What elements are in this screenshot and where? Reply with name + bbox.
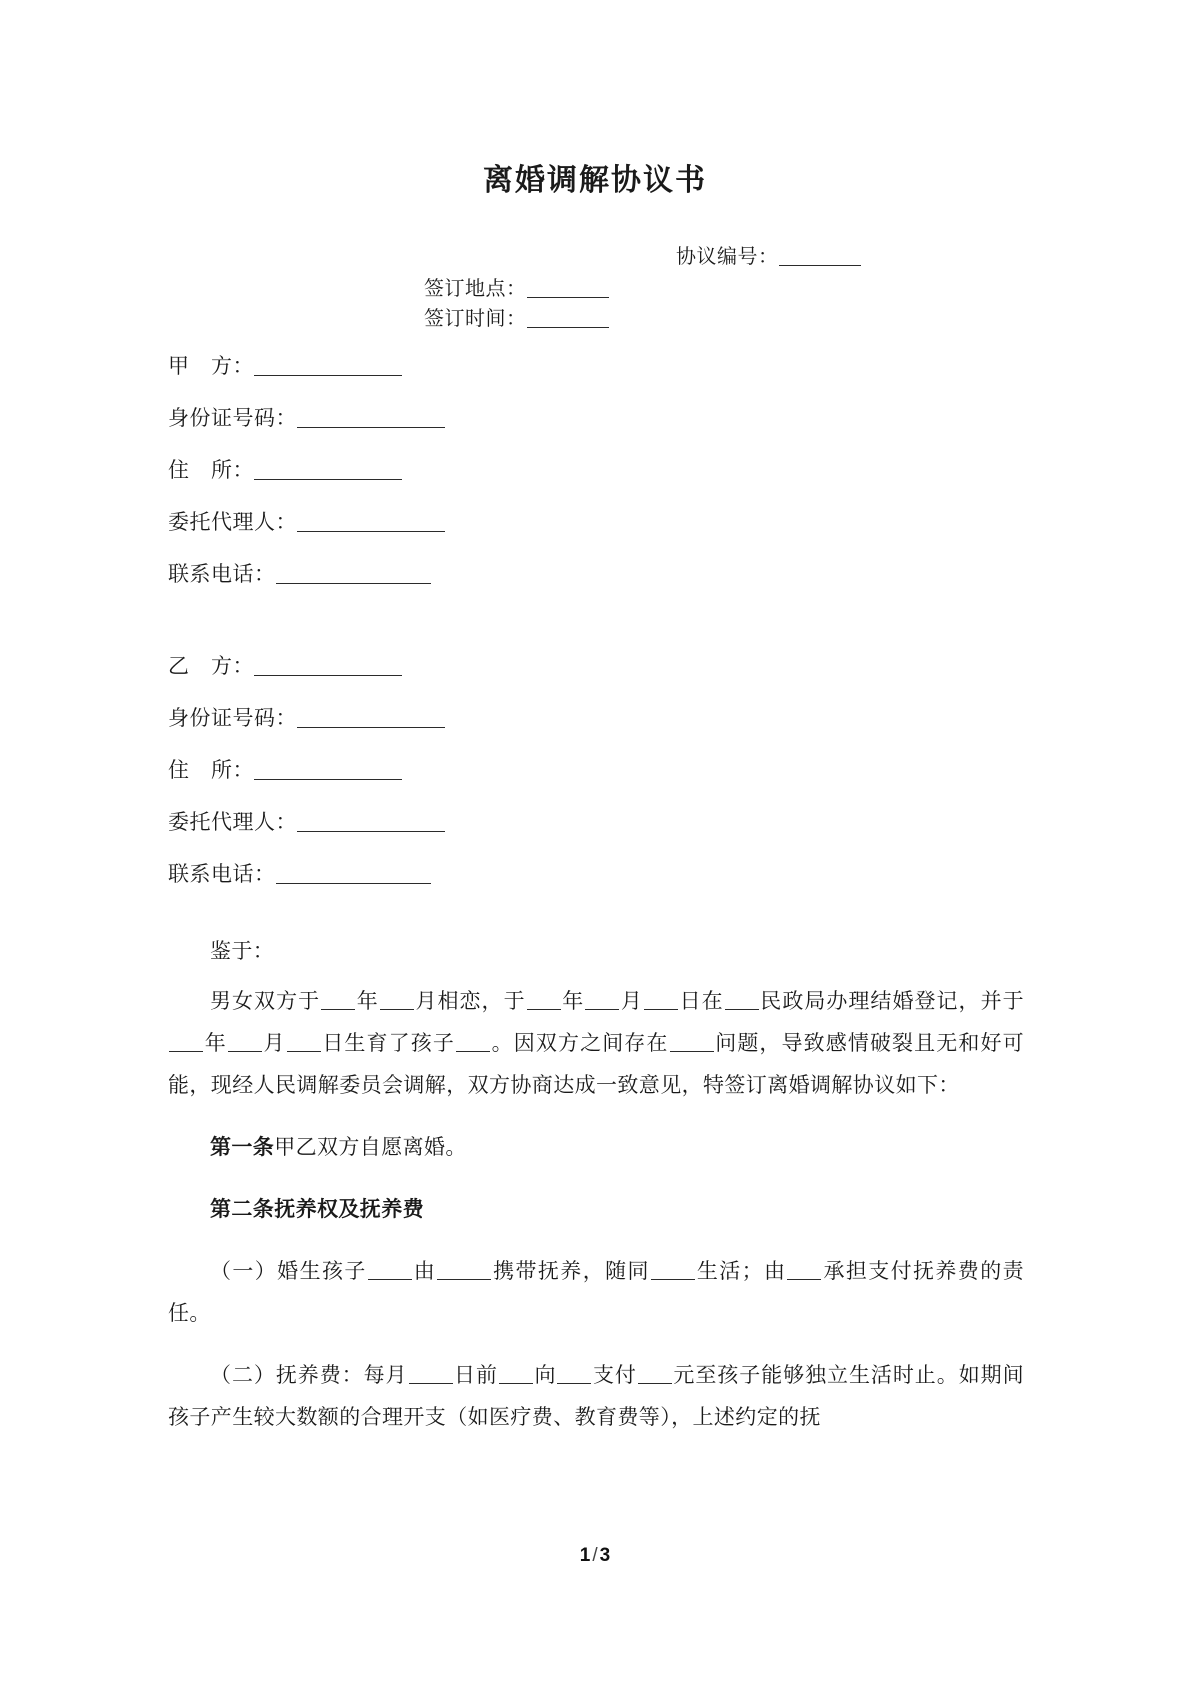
recital-seg-12: 问题，导致感情破裂且无和好可能，现经人民调解委员会调解，双方协商达成一致意见，特签订离婚调解协议如下：	[168, 1031, 1024, 1097]
agreement-number-blank[interactable]	[779, 265, 861, 266]
recital-seg-10: 日生育了孩子	[321, 1031, 455, 1055]
party-a-address-blank[interactable]	[254, 479, 402, 480]
page-number-footer	[0, 1545, 1190, 1567]
party-b-agent-blank[interactable]	[297, 831, 445, 832]
recital-seg-6: 日在	[678, 989, 724, 1013]
party-a-address-row	[168, 444, 445, 496]
party-b-id-blank[interactable]	[297, 727, 445, 728]
recital-blank-bureau[interactable]	[725, 1009, 759, 1010]
recital-blank-day1[interactable]	[644, 1009, 678, 1010]
sign-place-label: 签订地点：	[424, 276, 527, 300]
recital-paragraph	[168, 980, 1024, 1106]
party-b-agent-label: 委托代理人：	[168, 810, 297, 834]
sign-time-blank[interactable]	[527, 327, 609, 328]
clause-1	[168, 1126, 1024, 1168]
item1-seg-5: 承担支付抚养费的责任。	[168, 1259, 1024, 1325]
party-a-phone-row	[168, 548, 445, 600]
party-a-agent-row	[168, 496, 445, 548]
document-body	[168, 930, 1024, 1438]
page-title: 离婚调解协议书	[483, 163, 707, 198]
item2-seg-4: 支付	[592, 1363, 637, 1387]
party-b-name-label: 乙 方：	[168, 654, 254, 678]
item2-blank-payee[interactable]	[557, 1383, 591, 1384]
recital-seg-5: 月	[620, 989, 643, 1013]
item1-seg-3: 携带抚养，随同	[492, 1259, 650, 1283]
party-b-agent-row	[168, 796, 445, 848]
recital-blank-child[interactable]	[456, 1051, 490, 1052]
party-b-phone-row	[168, 848, 445, 900]
party-b-address-row	[168, 744, 445, 796]
party-a-agent-blank[interactable]	[297, 531, 445, 532]
item1-blank-liveswith[interactable]	[651, 1279, 695, 1280]
item1-seg-2: 由	[412, 1259, 437, 1283]
item2-seg-2: 日前	[453, 1363, 498, 1387]
recital-blank-month1[interactable]	[380, 1009, 414, 1010]
party-a-id-row	[168, 392, 445, 444]
recital-seg-11: 。因双方之间存在	[490, 1031, 669, 1055]
item1-blank-child[interactable]	[368, 1279, 412, 1280]
recital-blank-month2[interactable]	[585, 1009, 619, 1010]
recital-blank-year1[interactable]	[321, 1009, 355, 1010]
item2-seg-3: 向	[533, 1363, 557, 1387]
party-a-address-label: 住 所：	[168, 458, 254, 482]
recital-seg-3: 月相恋，于	[414, 989, 526, 1013]
party-a-name-row	[168, 340, 445, 392]
party-a-id-blank[interactable]	[297, 427, 445, 428]
recital-blank-issue[interactable]	[670, 1051, 714, 1052]
sign-place-field	[424, 272, 609, 301]
item1-seg-4: 生活；由	[695, 1259, 787, 1283]
party-a-id-label: 身份证号码：	[168, 406, 297, 430]
recital-seg-2: 年	[356, 989, 379, 1013]
item1-blank-payer[interactable]	[787, 1279, 821, 1280]
recital-blank-month3[interactable]	[228, 1051, 262, 1052]
party-b-address-blank[interactable]	[254, 779, 402, 780]
recital-seg-4: 年	[561, 989, 585, 1013]
party-b-name-blank[interactable]	[254, 675, 402, 676]
current-page-number: 1	[579, 1545, 591, 1566]
sign-time-label: 签订时间：	[424, 306, 527, 330]
clause-2-heading	[168, 1188, 1024, 1230]
item2-blank-payer[interactable]	[499, 1383, 533, 1384]
party-a-name-label: 甲 方：	[168, 354, 254, 378]
clause-2-item-2	[168, 1354, 1024, 1438]
party-b-id-label: 身份证号码：	[168, 706, 297, 730]
party-a-name-blank[interactable]	[254, 375, 402, 376]
item1-blank-custodian[interactable]	[437, 1279, 491, 1280]
recital-blank-day2[interactable]	[287, 1051, 321, 1052]
party-b-name-row	[168, 640, 445, 692]
whereas-label: 鉴于：	[210, 939, 275, 963]
party-b-phone-blank[interactable]	[276, 883, 431, 884]
sign-place-blank[interactable]	[527, 297, 609, 298]
party-b-block	[168, 640, 445, 900]
item2-seg-5: 元至孩子能够独立生活时止。如期间孩子产生较大数额的合理开支（如医疗费、教育费等），上述约定的抚	[168, 1363, 1024, 1429]
clause-2-number: 第二条	[210, 1196, 275, 1221]
recital-seg-7: 民政局办理结婚登记，并于	[759, 989, 1025, 1013]
item2-blank-amount[interactable]	[638, 1383, 672, 1384]
clause-2-item-1	[168, 1250, 1024, 1334]
clause-1-text: 甲乙双方自愿离婚。	[274, 1135, 467, 1159]
recital-seg-9: 月	[262, 1031, 286, 1055]
recital-seg-1: 男女双方于	[210, 989, 321, 1013]
item1-seg-1: （一）婚生孩子	[210, 1259, 367, 1283]
item2-blank-day[interactable]	[409, 1383, 453, 1384]
sign-time-field	[424, 302, 609, 331]
recital-seg-8: 年	[204, 1031, 227, 1055]
party-a-phone-blank[interactable]	[276, 583, 431, 584]
total-page-number: 3	[599, 1545, 611, 1566]
recital-blank-year3[interactable]	[169, 1051, 203, 1052]
party-b-id-row	[168, 692, 445, 744]
item2-seg-1: （二）抚养费：每月	[210, 1363, 408, 1387]
clause-1-number: 第一条	[210, 1134, 275, 1159]
party-a-phone-label: 联系电话：	[168, 562, 276, 586]
party-b-address-label: 住 所：	[168, 758, 254, 782]
clause-2-title: 抚养权及抚养费	[274, 1196, 425, 1221]
agreement-number-label: 协议编号：	[676, 244, 779, 268]
page-separator: /	[592, 1545, 598, 1566]
party-b-phone-label: 联系电话：	[168, 862, 276, 886]
recital-blank-year2[interactable]	[527, 1009, 561, 1010]
party-a-block	[168, 340, 445, 600]
party-a-agent-label: 委托代理人：	[168, 510, 297, 534]
agreement-number-field	[676, 240, 861, 269]
